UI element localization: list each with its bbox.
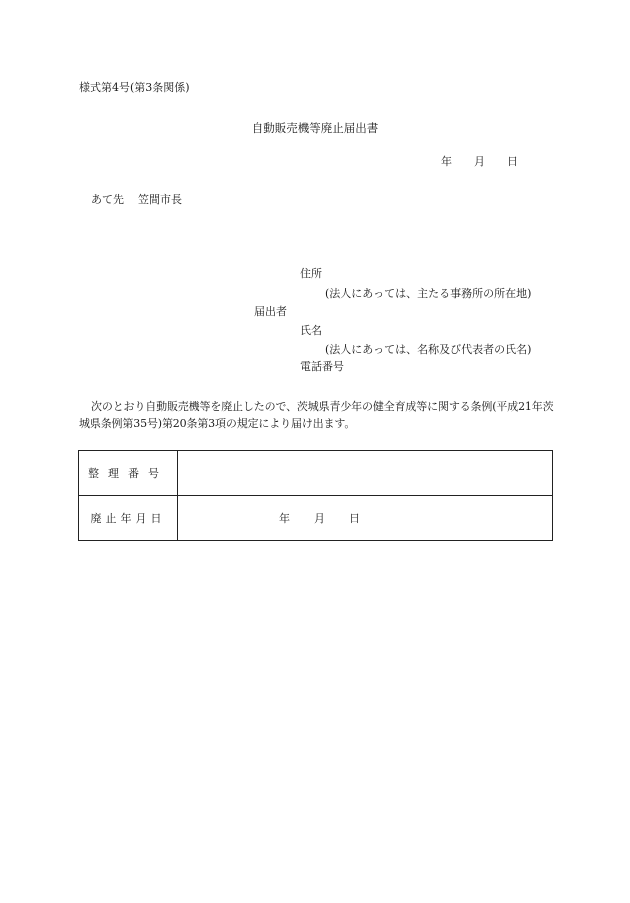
name-note: (法人にあっては、名称及び代表者の氏名) bbox=[325, 343, 532, 356]
phone-label: 電話番号 bbox=[300, 360, 344, 373]
table-row bbox=[79, 496, 553, 541]
address-label: 住所 bbox=[300, 267, 322, 280]
submission-date bbox=[441, 155, 518, 169]
registration-number-label: 整理番号 bbox=[79, 451, 178, 496]
addressee-prefix: あて先 bbox=[91, 193, 124, 206]
addressee bbox=[91, 193, 182, 207]
addressee-name: 笠間市長 bbox=[138, 193, 182, 206]
date-year-label: 年 bbox=[441, 155, 452, 168]
body-paragraph: 次のとおり自動販売機等を廃止したので、茨城県青少年の健全育成等に関する条例(平成21年茨城県条例第35号)第20条第3項の規定により届け出ます。 bbox=[79, 400, 554, 430]
abolition-date-field[interactable] bbox=[178, 496, 553, 541]
abolition-month-label: 月 bbox=[314, 512, 325, 525]
form-number: 様式第4号(第3条関係) bbox=[79, 81, 190, 94]
date-month-label: 月 bbox=[474, 155, 485, 168]
date-day-label: 日 bbox=[507, 155, 518, 168]
name-label: 氏名 bbox=[300, 324, 322, 337]
document-title: 自動販売機等廃止届出書 bbox=[251, 121, 379, 135]
notifier-label: 届出者 bbox=[254, 305, 287, 318]
registration-number-field[interactable] bbox=[178, 451, 553, 496]
abolition-date-label: 廃止年月日 bbox=[79, 496, 178, 541]
abolition-year-label: 年 bbox=[279, 512, 290, 525]
address-note: (法人にあっては、主たる事務所の所在地) bbox=[325, 287, 532, 300]
abolition-day-label: 日 bbox=[349, 512, 360, 525]
info-table bbox=[78, 450, 553, 541]
table-row bbox=[79, 451, 553, 496]
